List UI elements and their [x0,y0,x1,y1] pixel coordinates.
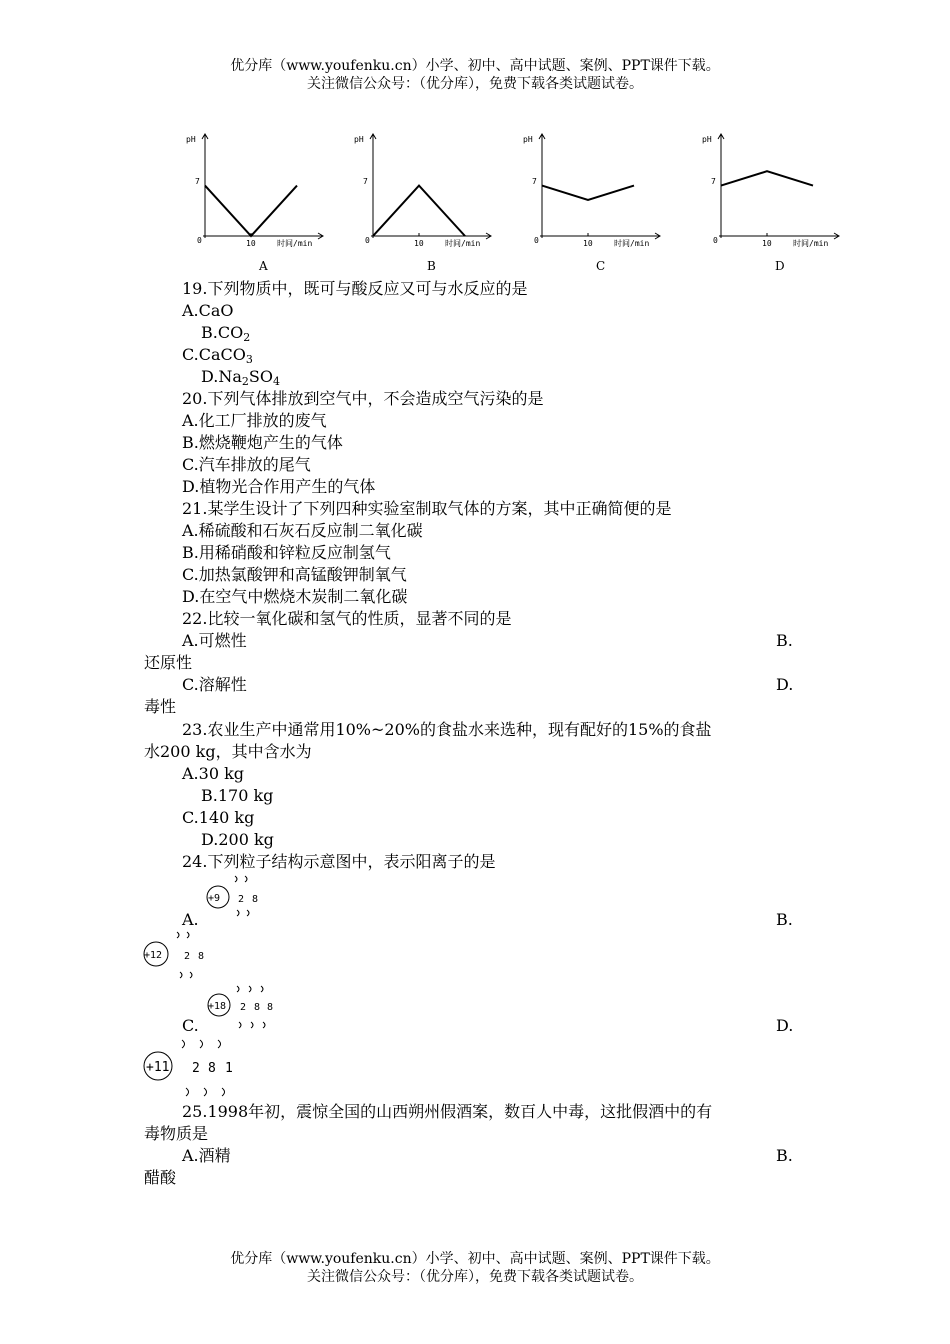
shell-arcs-top [182,1040,221,1048]
nucleus-charge: +18 [208,1001,227,1012]
nucleus-charge: +12 [144,950,163,961]
graph-c-y-label: pH [523,135,533,144]
shell-count-1: 2 [184,951,191,962]
graph-c-x-tick: 10 [583,239,593,248]
q25-option-a: A.酒精 [182,1146,231,1165]
y-axis [718,134,724,238]
q23-option-d: D.200 kg [201,830,274,849]
q19-stem: 19.下列物质中，既可与酸反应又可与水反应的是 [182,279,528,298]
graph-a-x-tick: 10 [246,239,256,248]
shell-count-2: 8 [252,894,259,905]
shell-arcs-top [235,876,247,882]
q22-option-b-text: 还原性 [144,653,193,672]
q23-option-a: A.30 kg [182,764,245,783]
q22-option-d-text: 毒性 [144,697,177,716]
graph-d-x-tick: 10 [762,239,772,248]
graph-b-x-tick: 10 [414,239,424,248]
q22-option-d-letter: D. [776,675,794,694]
q25-option-b-letter: B. [776,1146,793,1165]
graph-a-y-tick: 7 [195,177,200,186]
shell-count-3: 1 [225,1061,233,1076]
graph-a-y-label: pH [186,135,196,144]
q24-option-d-letter: D. [776,1016,794,1035]
q20-option-b: B.燃烧鞭炮产生的气体 [182,433,343,452]
q19-option-a: A.CaO [182,301,234,320]
graph-b-y-tick: 7 [363,177,368,186]
shell-arcs-bottom [180,972,192,978]
graph-d-y-label: pH [702,135,712,144]
shell-arcs-top [177,932,189,938]
graph-b-origin: 0 [365,236,370,245]
ph-graph-a [186,134,323,273]
q19-option-d: $D.Na_2SO_4$ [201,367,280,388]
ph-graphs [180,128,860,276]
atom-diagram-b [140,928,212,982]
ph-graph-b [354,134,491,273]
graph-b-x-label: 时间/min [445,239,481,248]
atom-diagram-c [204,983,280,1031]
q22-stem: 22.比较一氧化碳和氢气的性质，显著不同的是 [182,609,512,628]
shell-count-2: 8 [254,1002,261,1013]
q22-option-b-letter: B. [776,631,793,650]
graph-d-origin: 0 [713,236,718,245]
q21-option-a: A.稀硫酸和石灰石反应制二氧化碳 [182,521,423,540]
graph-a-letter: A [259,259,268,273]
q20-stem: 20.下列气体排放到空气中，不会造成空气污染的是 [182,389,544,408]
q24-stem: 24.下列粒子结构示意图中，表示阳离子的是 [182,852,496,871]
atom-diagram-a [204,872,268,922]
q21-stem: 21.某学生设计了下列四种实验室制取气体的方案，其中正确简便的是 [182,499,672,518]
q20-option-d: D.植物光合作用产生的气体 [182,477,376,496]
ph-graph-d [702,134,839,273]
graph-a-x-label: 时间/min [277,239,313,248]
graph-a-origin: 0 [197,236,202,245]
q23-option-c: C.140 kg [182,808,255,827]
footer-line-1: 优分库（www.youfenku.cn）小学、初中、高中试题、案例、PPT课件下载。 [230,1251,720,1267]
graph-c-letter: C [596,259,606,273]
q25-stem-line-2: 毒物质是 [144,1124,209,1143]
ph-curve-d [721,171,813,185]
ph-curve-b [373,186,465,236]
q23-stem-line-1: 23.农业生产中通常用10%~20%的食盐水来选种，现有配好的15%的食盐 [182,720,712,739]
graph-d-x-label: 时间/min [793,239,829,248]
q20-option-a: A.化工厂排放的废气 [182,411,327,430]
graph-d-letter: D [775,259,785,273]
q20-option-c: C.汽车排放的尾气 [182,455,311,474]
q19-option-c: C.CaCO$_3$ [182,345,253,366]
shell-count-1: 2 [192,1061,200,1076]
q25-stem-line-1: 25.1998年初，震惊全国的山西朔州假酒案，数百人中毒，这批假酒中的有 [182,1102,713,1121]
shell-count-2: 8 [208,1061,216,1076]
header-line-2: 关注微信公众号：（优分库），免费下载各类试题试卷。 [307,76,643,92]
q19-option-b: $B.CO_2$ [201,323,251,344]
shell-count-2: 8 [198,951,205,962]
ph-graph-c [523,134,660,273]
shell-arcs-top [237,986,263,992]
shell-arcs-bottom [237,910,249,916]
shell-count-1: 2 [238,894,245,905]
shell-arcs-bottom [239,1022,265,1028]
graph-d-y-tick: 7 [711,177,716,186]
ph-curve-c [542,186,634,200]
graph-b-y-label: pH [354,135,364,144]
q23-option-b: B.170 kg [201,786,274,805]
q22-option-c: C.溶解性 [182,675,247,694]
atom-diagram-d [140,1036,240,1100]
header-line-1: 优分库（www.youfenku.cn）小学、初中、高中试题、案例、PPT课件下载。 [230,58,720,74]
graph-b-letter: B [427,259,436,273]
graph-c-x-label: 时间/min [614,239,650,248]
nucleus-charge: +9 [208,893,221,904]
ph-curve-a [205,186,297,236]
y-axis [370,134,376,238]
q22-option-a: A.可燃性 [182,631,247,650]
q23-stem-line-2: 水200 kg，其中含水为 [144,742,312,761]
q24-option-c-letter: C. [182,1016,199,1035]
nucleus-charge: +11 [146,1060,170,1075]
graph-c-y-tick: 7 [532,177,537,186]
q21-option-d: D.在空气中燃烧木炭制二氧化碳 [182,587,408,606]
q24-option-b-letter: B. [776,910,793,929]
shell-count-1: 2 [240,1002,247,1013]
graph-c-origin: 0 [534,236,539,245]
q21-option-b: B.用稀硝酸和锌粒反应制氢气 [182,543,391,562]
q24-option-a-letter: A. [182,910,199,929]
q25-option-b-text: 醋酸 [144,1168,177,1187]
footer-line-2: 关注微信公众号：（优分库），免费下载各类试题试卷。 [307,1269,643,1285]
shell-arcs-bottom [186,1088,225,1096]
shell-count-3: 8 [267,1002,274,1013]
q21-option-c: C.加热氯酸钾和高锰酸钾制氧气 [182,565,407,584]
